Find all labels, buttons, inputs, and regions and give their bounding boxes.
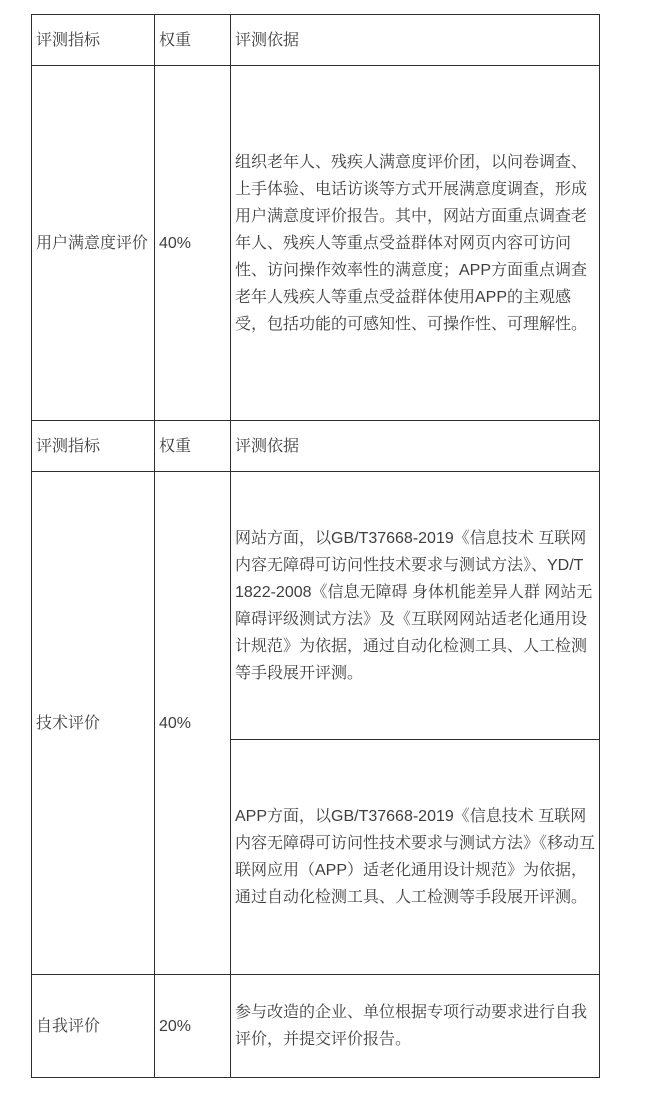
technical-basis-app-cell: APP方面，以GB/T37668-2019《信息技术 互联网内容无障碍可访问性技术要求与测试方法》《移动互联网应用（APP）适老化通用设计规范》为依据，通过自动化检测工具、人工检测等手段展开评测。 xyxy=(231,740,600,975)
header1-weight-cell: 权重 xyxy=(155,15,231,66)
user-satisfaction-weight-cell: 40% xyxy=(155,66,231,421)
user-satisfaction-row xyxy=(32,66,600,421)
technical-basis-website-cell: 网站方面，以GB/T37668-2019《信息技术 互联网内容无障碍可访问性技术要求与测试方法》、YD/T 1822-2008《信息无障碍 身体机能差异人群 网站无障碍评级测试方法》及《互联网网站适老化通用设计规范》为依据，通过自动化检测工具、人工检测等手段展开评测。 xyxy=(231,472,600,740)
technical-weight-cell: 40% xyxy=(155,472,231,975)
self-evaluation-indicator-cell: 自我评价 xyxy=(32,975,155,1078)
self-evaluation-row xyxy=(32,975,600,1078)
evaluation-table xyxy=(31,14,600,1078)
header2-weight-cell: 权重 xyxy=(155,421,231,472)
user-satisfaction-indicator-cell: 用户满意度评价 xyxy=(32,66,155,421)
header1-indicator-cell: 评测指标 xyxy=(32,15,155,66)
self-evaluation-basis-cell: 参与改造的企业、单位根据专项行动要求进行自我评价，并提交评价报告。 xyxy=(231,975,600,1078)
header1-basis-cell: 评测依据 xyxy=(231,15,600,66)
technical-row-website xyxy=(32,472,600,740)
technical-indicator-cell: 技术评价 xyxy=(32,472,155,975)
self-evaluation-weight-cell: 20% xyxy=(155,975,231,1078)
user-satisfaction-basis-cell: 组织老年人、残疾人满意度评价团，以问卷调查、上手体验、电话访谈等方式开展满意度调查，形成用户满意度评价报告。其中，网站方面重点调查老年人、残疾人等重点受益群体对网页内容可访问性、访问操作效率性的满意度；APP方面重点调查老年人残疾人等重点受益群体使用APP的主观感受，包括功能的可感知性、可操作性、可理解性。 xyxy=(231,66,600,421)
header2-basis-cell: 评测依据 xyxy=(231,421,600,472)
table-header-row-2 xyxy=(32,421,600,472)
table-header-row-1 xyxy=(32,15,600,66)
header2-indicator-cell: 评测指标 xyxy=(32,421,155,472)
